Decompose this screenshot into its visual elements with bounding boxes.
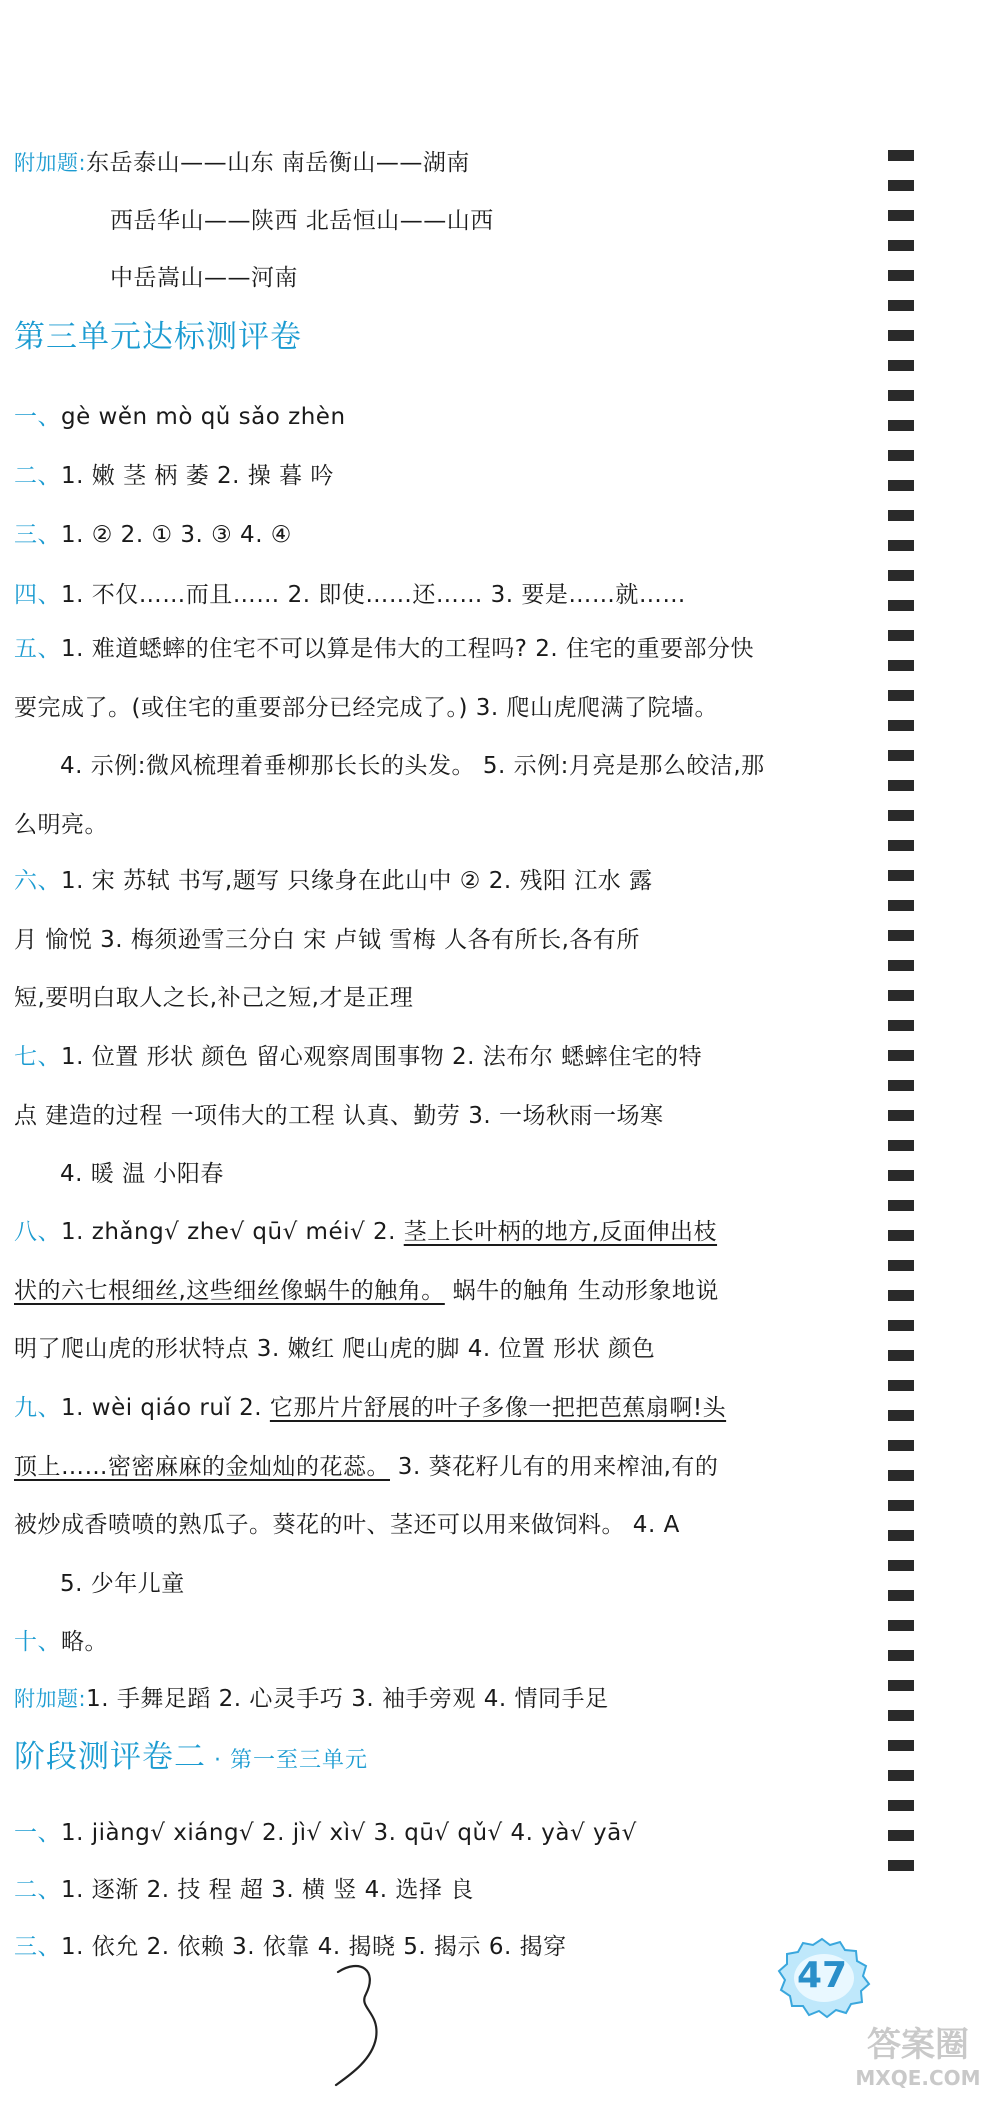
page-number: 47 (796, 1955, 848, 1996)
extra-question-1-line-b: 西岳华山——陕西 北岳恒山——山西 (110, 208, 494, 234)
q1-line: 一、gè wěn mò qǔ sǎo zhèn (14, 404, 346, 430)
page-number-badge (768, 1935, 876, 2025)
q9-line-b: 顶上……密密麻麻的金灿灿的花蕊。 3. 葵花籽儿有的用来榨油,有的 (14, 1454, 719, 1480)
q5-line-d: 么明亮。 (14, 812, 108, 838)
q6-line-a: 六、1. 宋 苏轼 书写,题写 只缘身在此山中 ② 2. 残阳 江水 露 (14, 868, 653, 894)
q3-line: 三、1. ② 2. ① 3. ③ 4. ④ (14, 522, 292, 548)
underlined-answer: 状的六七根细丝,这些细丝像蜗牛的触角。 (14, 1278, 445, 1304)
q8-line-a: 八、1. zhǎng√ zhe√ qū√ méi√ 2. 茎上长叶柄的地方,反面伸出枝 (14, 1219, 718, 1245)
q9-line-d: 5. 少年儿童 (60, 1571, 185, 1597)
q5-line-b: 要完成了。(或住宅的重要部分已经完成了。) 3. 爬山虎爬满了院墙。 (14, 695, 719, 721)
q7-line-c: 4. 暖 温 小阳春 (60, 1161, 224, 1187)
section-title-stage-test: 阶段测评卷二 · 第一至三单元 (14, 1739, 368, 1775)
q6-line-b: 月 愉悦 3. 梅须逊雪三分白 宋 卢钺 雪梅 人各有所长,各有所 (14, 927, 640, 953)
p2-line: 二、1. 逐渐 2. 技 程 超 3. 横 竖 4. 选择 良 (14, 1877, 474, 1903)
extra-question-2-line: 附加题:1. 手舞足蹈 2. 心灵手巧 3. 袖手旁观 4. 情同手足 (14, 1686, 609, 1712)
q5-line-c: 4. 示例:微风梳理着垂柳那长长的头发。 5. 示例:月亮是那么皎洁,那 (60, 753, 765, 779)
underlined-answer: 顶上……密密麻麻的金灿灿的花蕊。 (14, 1454, 390, 1480)
q8-line-b: 状的六七根细丝,这些细丝像蜗牛的触角。 蜗牛的触角 生动形象地说 (14, 1278, 719, 1304)
section-title-unit3: 第三单元达标测评卷 (14, 319, 302, 355)
q10-line: 十、略。 (14, 1629, 108, 1655)
extra-question-1-line-a: 附加题:东岳泰山——山东 南岳衡山——湖南 (14, 150, 470, 176)
underlined-answer: 它那片片舒展的叶子多像一把把芭蕉扇啊!头 (269, 1395, 727, 1421)
underlined-answer: 茎上长叶柄的地方,反面伸出枝 (403, 1219, 718, 1245)
margin-marks (888, 150, 916, 1890)
q9-line-c: 被炒成香喷喷的熟瓜子。葵花的叶、茎还可以用来做饲料。 4. A (14, 1512, 680, 1538)
handwritten-scribble-icon (330, 1960, 400, 2090)
q4-line: 四、1. 不仅……而且…… 2. 即使……还…… 3. 要是……就…… (14, 582, 686, 608)
q5-line-a: 五、1. 难道蟋蟀的住宅不可以算是伟大的工程吗? 2. 住宅的重要部分快 (14, 636, 755, 662)
p3-line: 三、1. 依允 2. 依赖 3. 依靠 4. 揭晓 5. 揭示 6. 揭穿 (14, 1934, 567, 1960)
q8-line-c: 明了爬山虎的形状特点 3. 嫩红 爬山虎的脚 4. 位置 形状 颜色 (14, 1336, 656, 1362)
q9-line-a: 九、1. wèi qiáo ruǐ 2. 它那片片舒展的叶子多像一把把芭蕉扇啊!头 (14, 1395, 727, 1421)
q7-line-b: 点 建造的过程 一项伟大的工程 认真、勤劳 3. 一场秋雨一场寒 (14, 1103, 664, 1129)
q6-line-c: 短,要明白取人之长,补己之短,才是正理 (14, 985, 414, 1011)
q7-line-a: 七、1. 位置 形状 颜色 留心观察周围事物 2. 法布尔 蟋蟀住宅的特 (14, 1044, 703, 1070)
p1-line: 一、1. jiàng√ xiáng√ 2. jì√ xì√ 3. qū√ qǔ√ 4. yà√ yā√ (14, 1820, 637, 1846)
watermark: 答案圈 MXQE.COM (855, 2025, 981, 2090)
extra-question-1-line-c: 中岳嵩山——河南 (110, 265, 298, 291)
q2-line: 二、1. 嫩 茎 柄 萎 2. 操 暮 吟 (14, 463, 334, 489)
